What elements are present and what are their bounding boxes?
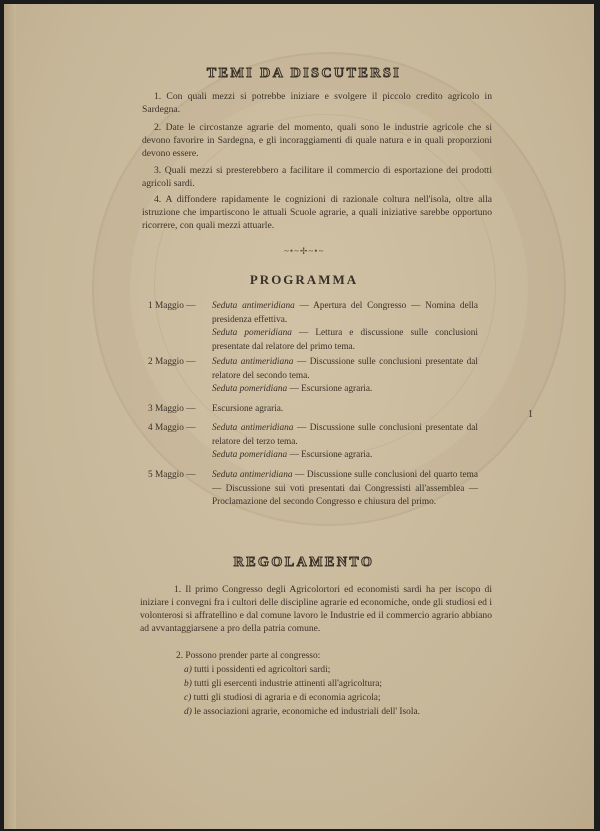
- programma-session: [212, 422, 478, 449]
- programma-title: PROGRAMMA: [249, 272, 359, 287]
- session-type: Seduta pomeridiana: [212, 384, 288, 394]
- item-text: tutti gli esercenti industrie attinenti all'agricoltura;: [194, 679, 382, 689]
- regolamento-article-2-item: [184, 692, 381, 705]
- programma-session: [212, 383, 478, 397]
- regolamento-article-2-intro: 2. Possono prender parte al congresso:: [176, 651, 321, 661]
- programma-session: [212, 300, 478, 327]
- regolamento-article-1: 1. Il primo Congresso degli Agricolortori ed economisti sardi ha per iscopo di iniziare i convegni fra i cultori delle discipline agrarie ed economiche, onde gli studiosi ed i volonterosi si affratellino e dal comune lavoro le Industrie ed il commercio agrario abbiano ad avvantaggiarsene a pro della patria comune.: [140, 584, 492, 634]
- session-type: Seduta antimeridiana: [212, 470, 293, 480]
- programma-session: [212, 469, 478, 510]
- session-type: Seduta antimeridiana: [212, 357, 294, 367]
- regolamento-article-2-item: [184, 706, 420, 719]
- tema-4: 4. A diffondere rapidamente le cognizioni di razionale coltura nell'isola, oltre alla istruzione che impartiscono le attuali Scuole agrarie, a quali iniziative sarebbe opportuno ricorrere, con quali mezzi attuarle.: [142, 194, 492, 231]
- margin-mark: 1: [528, 409, 533, 420]
- document-page: [4, 4, 594, 829]
- tema-1: 1. Con quali mezzi si potrebbe iniziare e svolgere il piccolo credito agricolo in Sardegna.: [142, 91, 492, 115]
- regolamento-article-2-item: [184, 678, 382, 691]
- regolamento-article-2-item: [184, 664, 330, 677]
- tema-2: 2. Date le circostanze agrarie del momento, quali sono le industrie agricole che si devono favorire in Sardegna, e gli incoraggiamenti di quale natura e in quali proporzioni devono essere.: [142, 122, 492, 159]
- item-text: tutti gli studiosi di agraria e di economia agricola;: [193, 693, 381, 703]
- page-fold-shadow: [4, 4, 16, 829]
- section-ornament: ~•~✢~•~: [284, 246, 325, 256]
- session-type: Seduta pomeridiana: [212, 328, 292, 338]
- session-type: Seduta antimeridiana: [212, 423, 294, 433]
- session-text: — Escursione agraria.: [287, 384, 373, 394]
- programma-session: [212, 356, 478, 383]
- session-text: — Discussione sulle conclusioni del quarto tema — Discussione sui voti presentati dai Congressisti all'assemblea — Proclamazione del secondo Congresso e chiusura del primo.: [212, 470, 478, 507]
- programma-day: 3 Maggio —: [148, 404, 196, 414]
- session-type: Seduta pomeridiana: [212, 450, 288, 460]
- session-text: — Lettura e discussione sulle conclusioni presentate dal relatore del primo tema.: [212, 328, 478, 352]
- programma-session: [212, 327, 478, 354]
- session-type: Seduta antimeridiana: [212, 301, 295, 311]
- session-text: — Escursione agraria.: [287, 450, 373, 460]
- programma-session: [212, 449, 478, 463]
- item-text: le associazioni agrarie, economiche ed industriali dell' Isola.: [194, 707, 420, 717]
- session-text: — Discussione sulle conclusioni presentate dal relatore del secondo tema.: [212, 357, 479, 381]
- item-letter: d): [184, 707, 192, 717]
- programma-session: [212, 403, 478, 417]
- session-text: — Discussione sulle conclusioni presentate dal relatore del terzo tema.: [212, 423, 479, 447]
- session-text: — Apertura del Congresso — Nomina della presidenza effettiva.: [212, 301, 478, 325]
- session-text: Escursione agraria.: [212, 404, 284, 414]
- programma-day: 5 Maggio —: [148, 470, 196, 480]
- tema-3: 3. Quali mezzi si presterebbero a facilitare il commercio di esportazione dei prodotti agricoli sardi.: [142, 165, 492, 189]
- regolamento-title: REGOLAMENTO: [233, 555, 375, 570]
- item-text: tutti i possidenti ed agricoltori sardi;: [194, 665, 331, 675]
- item-letter: c): [184, 693, 192, 703]
- programma-day: 1 Maggio —: [148, 301, 196, 311]
- item-letter: a): [184, 665, 192, 675]
- temi-title: TEMI DA DISCUTERSI: [206, 66, 402, 81]
- programma-day: 4 Maggio —: [148, 423, 196, 433]
- item-letter: b): [184, 679, 192, 689]
- programma-day: 2 Maggio —: [148, 357, 196, 367]
